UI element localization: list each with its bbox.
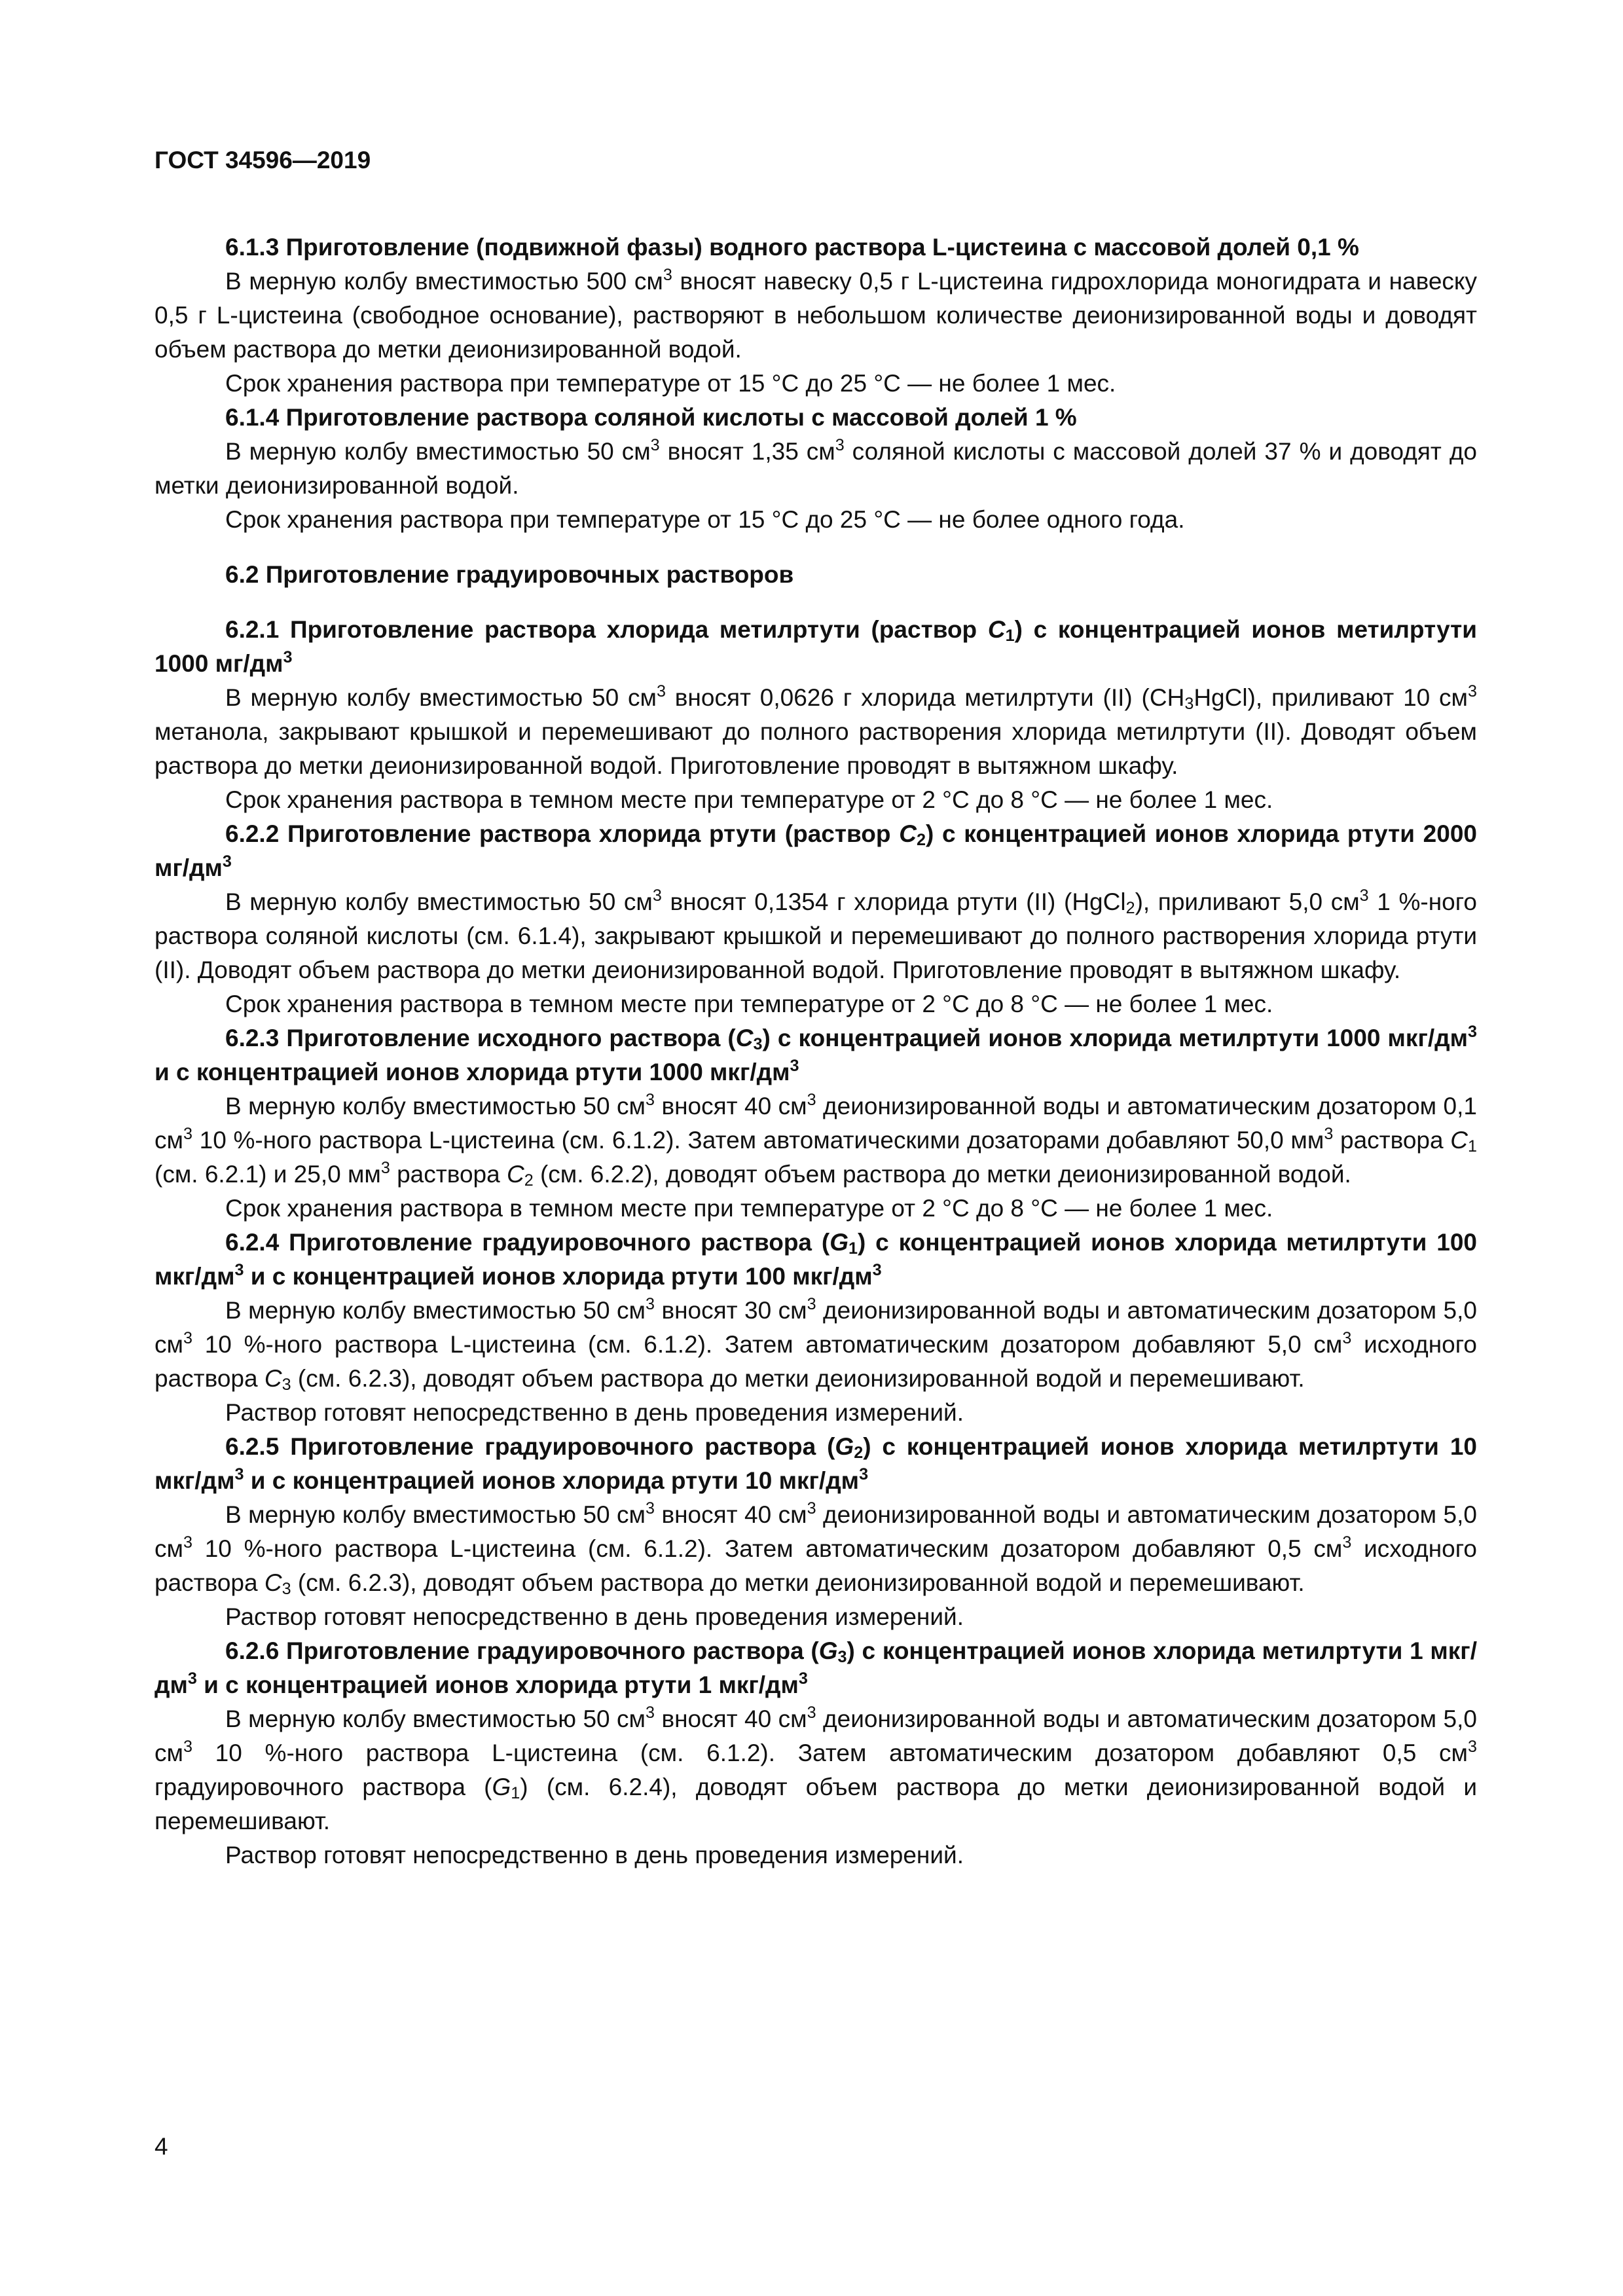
- heading-6-2: 6.2 Приготовление градуировочных растворов: [225, 560, 794, 588]
- paragraph-6-2-5-note: Раствор готовят непосредственно в день проведения измерений.: [225, 1603, 964, 1630]
- paragraph-6-2-6-note: Раствор готовят непосредственно в день проведения измерений.: [225, 1841, 964, 1868]
- heading-6-1-4: 6.1.4 Приготовление раствора соляной кислоты с массовой долей 1 %: [225, 403, 1077, 431]
- paragraph-6-1-3-storage: Срок хранения раствора при температуре от 15 °С до 25 °С — не более 1 мес.: [225, 369, 1116, 397]
- heading-6-1-3: 6.1.3 Приготовление (подвижной фазы) водного раствора L-цистеина с массовой долей 0,1 %: [225, 233, 1359, 261]
- paragraph-6-1-3-body: В мерную колбу вместимостью 500 $см^3$ вносят навеску 0,5 г L-цистеина гидрохлорида моногидрата и навеску 0,5 г L-цистеина (свободное основание), растворяют в небольшом количестве деионизированной воды и доводят объем раствора до метки деионизированной водой.: [155, 266, 1477, 363]
- paragraph-6-2-3-storage: Срок хранения раствора в темном месте при температуре от 2 °С до 8 °С — не более 1 мес.: [225, 1194, 1273, 1222]
- heading-6-2-5: 6.2.5 Приготовление градуировочного раствора $(G_2)$ с концентрацией ионов хлорида метилртути 10 мкг/$дм^3$ и с концентрацией ионов хлорида ртути 10 мкг/$дм^3$: [155, 1432, 1477, 1494]
- heading-6-2-3: 6.2.3 Приготовление исходного раствора $(C_3)$ с концентрацией ионов хлорида метилртути 1000 мкг/$дм^3$ и с концентрацией ионов хлорида ртути 1000 мкг/$дм^3$: [155, 1023, 1477, 1085]
- heading-6-2-1: 6.2.1 Приготовление раствора хлорида метилртути (раствор $C_1$) с концентрацией ионов метилртути 1000 $мг/дм^3$: [155, 615, 1477, 677]
- paragraph-6-1-4-storage: Срок хранения раствора при температуре от 15 °С до 25 °С — не более одного года.: [225, 505, 1185, 533]
- heading-6-2-6: 6.2.6 Приготовление градуировочного раствора $(G_3)$ с концентрацией ионов хлорида метилртути 1 мкг/$дм^3$ и с концентрацией ионов хлорида ртути 1 мкг/$дм^3$: [155, 1637, 1477, 1698]
- document-page: [155, 144, 1477, 1872]
- paragraph-6-2-4-note: Раствор готовят непосредственно в день проведения измерений.: [225, 1398, 964, 1426]
- paragraph-6-2-4-body: В мерную колбу вместимостью 50 $см^3$ вносят 30 $см^3$ деионизированной воды и автоматическим дозатором 5,0 $см^3$ 10 %-ного раствора L-цистеина (см. 6.1.2). Затем автоматическим дозатором добавляют 5,0 $см^3$ исходного раствора $C_3$ (см. 6.2.3), доводят объем раствора до метки деионизированной водой и перемешивают.: [155, 1295, 1477, 1394]
- paragraph-6-2-5-body: В мерную колбу вместимостью 50 $см^3$ вносят 40 $см^3$ деионизированной воды и автоматическим дозатором 5,0 $см^3$ 10 %-ного раствора L-цистеина (см. 6.1.2). Затем автоматическим дозатором добавляют 0,5 $см^3$ исходного раствора $C_3$ (см. 6.2.3), доводят объем раствора до метки деионизированной водой и перемешивают.: [155, 1499, 1477, 1598]
- paragraph-6-1-4-body: В мерную колбу вместимостью 50 $см^3$ вносят 1,35 $см^3$ соляной кислоты с массовой долей 37 % и доводят до метки деионизированной водой.: [155, 436, 1477, 499]
- paragraph-6-2-3-body: В мерную колбу вместимостью 50 $см^3$ вносят 40 $см^3$ деионизированной воды и автоматическим дозатором 0,1 $см^3$ 10 %-ного раствора L-цистеина (см. 6.1.2). Затем автоматическими дозаторами добавляют 50,0 $мм^3$ раствора $C_1$ (см. 6.2.1) и 25,0 $мм^3$ раствора $C_2$ (см. 6.2.2), доводят объем раствора до метки деионизированной водой.: [155, 1091, 1477, 1190]
- heading-6-2-4: 6.2.4 Приготовление градуировочного раствора $(G_1)$ с концентрацией ионов хлорида метилртути 100 мкг/$дм^3$ и с концентрацией ионов хлорида ртути 100 мкг/$дм^3$: [155, 1228, 1477, 1290]
- paragraph-6-2-2-body: В мерную колбу вместимостью 50 $см^3$ вносят 0,1354 г хлорида ртути (II) (HgCl$_2$), приливают 5,0 $см^3$ 1 %-ного раствора соляной кислоты (см. 6.1.4), закрывают крышкой и перемешивают до полного растворения хлорида ртути (II). Доводят объем раствора до метки деионизированной водой. Приготовление проводят в вытяжном шкафу.: [155, 886, 1477, 983]
- heading-6-2-2: 6.2.2 Приготовление раствора хлорида ртути (раствор $C_2$) с концентрацией ионов хлорида ртути 2000 $мг/дм^3$: [155, 820, 1477, 881]
- paragraph-6-2-2-storage: Срок хранения раствора в темном месте при температуре от 2 °С до 8 °С — не более 1 мес.: [225, 990, 1273, 1017]
- document-code: ГОСТ 34596—2019: [155, 147, 371, 173]
- paragraph-6-2-1-storage: Срок хранения раствора в темном месте при температуре от 2 °С до 8 °С — не более 1 мес.: [225, 786, 1273, 813]
- page-number: 4: [155, 2133, 168, 2160]
- paragraph-6-2-6-body: В мерную колбу вместимостью 50 $см^3$ вносят 40 $см^3$ деионизированной воды и автоматическим дозатором 5,0 $см^3$ 10 %-ного раствора L-цистеина (см. 6.1.2). Затем автоматическим дозатором добавляют 0,5 $см^3$ градуировочного раствора $(G_1)$ (см. 6.2.4), доводят объем раствора до метки деионизированной водой и перемешивают.: [155, 1704, 1478, 1834]
- paragraph-6-2-1-body: В мерную колбу вместимостью 50 $см^3$ вносят 0,0626 г хлорида метилртути (II) $(CH_3HgCl)$, приливают 10 $см^3$ метанола, закрывают крышкой и перемешивают до полного растворения хлорида метилртути (II). Доводят объем раствора до метки деионизированной водой. Приготовление проводят в вытяжном шкафу.: [155, 682, 1477, 779]
